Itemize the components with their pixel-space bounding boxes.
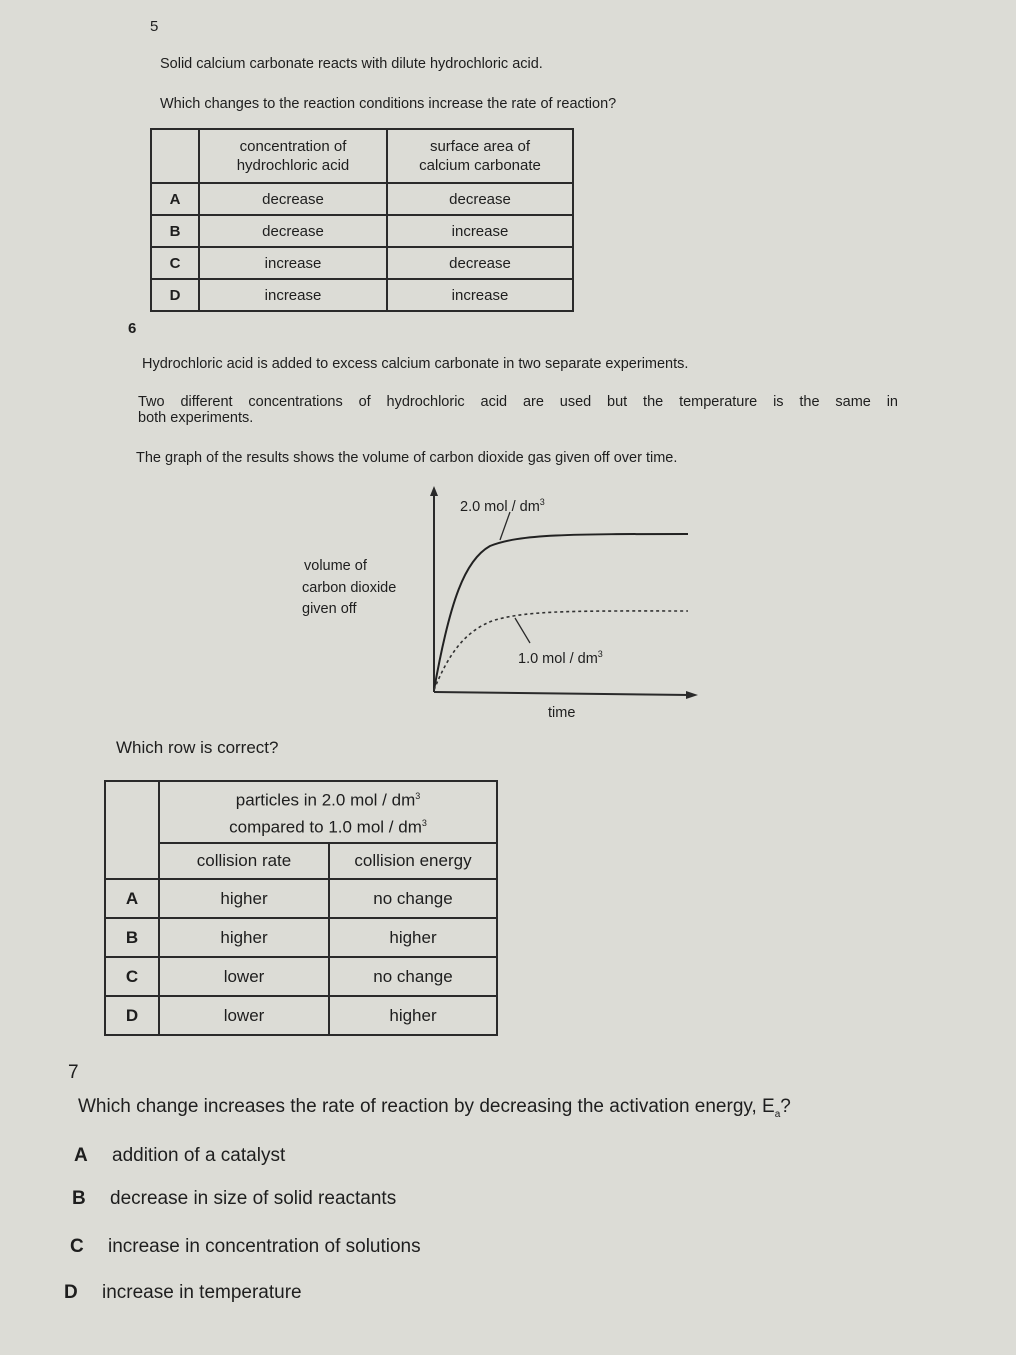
table-corner: [105, 781, 159, 879]
table-corner: [151, 129, 199, 183]
y-axis-arrow-icon: [430, 486, 438, 496]
option-d[interactable]: D increase in temperature: [64, 1282, 302, 1303]
question-6-table: [104, 780, 498, 1036]
curve-low-concentration: [434, 611, 688, 690]
table-row: B higher higher: [105, 918, 497, 957]
question-6-number: 6: [128, 320, 137, 337]
question-5-table: [150, 128, 574, 312]
table-row: A higher no change: [105, 879, 497, 918]
table-row: A decrease decrease: [151, 183, 573, 215]
graph-label-low-concentration: 1.0 mol / $dm^3$: [518, 649, 603, 667]
graph-ylabel-2: carbon dioxide: [302, 580, 397, 596]
graph-ylabel-3: given off: [302, 601, 357, 617]
table-row: C lower no change: [105, 957, 497, 996]
table-row: D lower higher: [105, 996, 497, 1035]
option-b[interactable]: B decrease in size of solid reactants: [72, 1188, 397, 1209]
volume-time-graph: [420, 480, 710, 710]
question-6-prompt: Which row is correct?: [116, 738, 279, 757]
column-header-collision-rate: collision rate: [159, 843, 329, 879]
option-c[interactable]: C increase in concentration of solutions: [70, 1236, 421, 1257]
question-6-stem-2b: both experiments.: [138, 410, 254, 426]
column-header-concentration: concentration of hydrochloric acid: [199, 129, 387, 183]
question-7-number: 7: [68, 1062, 79, 1083]
option-a[interactable]: A addition of a catalyst: [74, 1145, 286, 1166]
graph-x-axis: [434, 692, 690, 695]
table-row: B decrease increase: [151, 215, 573, 247]
table-row: C increase decrease: [151, 247, 573, 279]
question-5-number: 5: [150, 18, 159, 35]
question-7-stem: Which change increases the rate of reaction by decreasing the activation energy, $E_a$?: [78, 1096, 791, 1120]
question-5-stem: Solid calcium carbonate reacts with dilute hydrochloric acid.: [160, 56, 543, 72]
question-5-prompt: Which changes to the reaction conditions increase the rate of reaction?: [160, 96, 617, 112]
column-header-collision-energy: collision energy: [329, 843, 497, 879]
x-axis-arrow-icon: [686, 691, 698, 699]
pointer-low-curve: [515, 618, 530, 643]
graph-xlabel: time: [548, 705, 576, 721]
question-6-stem-1: Hydrochloric acid is added to excess calcium carbonate in two separate experiments.: [142, 356, 689, 372]
table-row: D increase increase: [151, 279, 573, 311]
graph-label-high-concentration: 2.0 mol / $dm^3$: [460, 497, 545, 515]
column-header-surface-area: surface area of calcium carbonate: [387, 129, 573, 183]
graph-ylabel-1: volume of: [304, 558, 367, 574]
question-6-stem-3: The graph of the results shows the volume of carbon dioxide gas given off over time.: [136, 450, 678, 466]
pointer-high-curve: [500, 512, 510, 540]
table-group-header: particles in 2.0 mol / $dm^3$ compared to 1.0 mol / $dm^3$: [159, 781, 497, 843]
question-6-stem-2: Two different concentrations of hydrochloric acid are used but the temperature is the same in: [138, 394, 898, 410]
